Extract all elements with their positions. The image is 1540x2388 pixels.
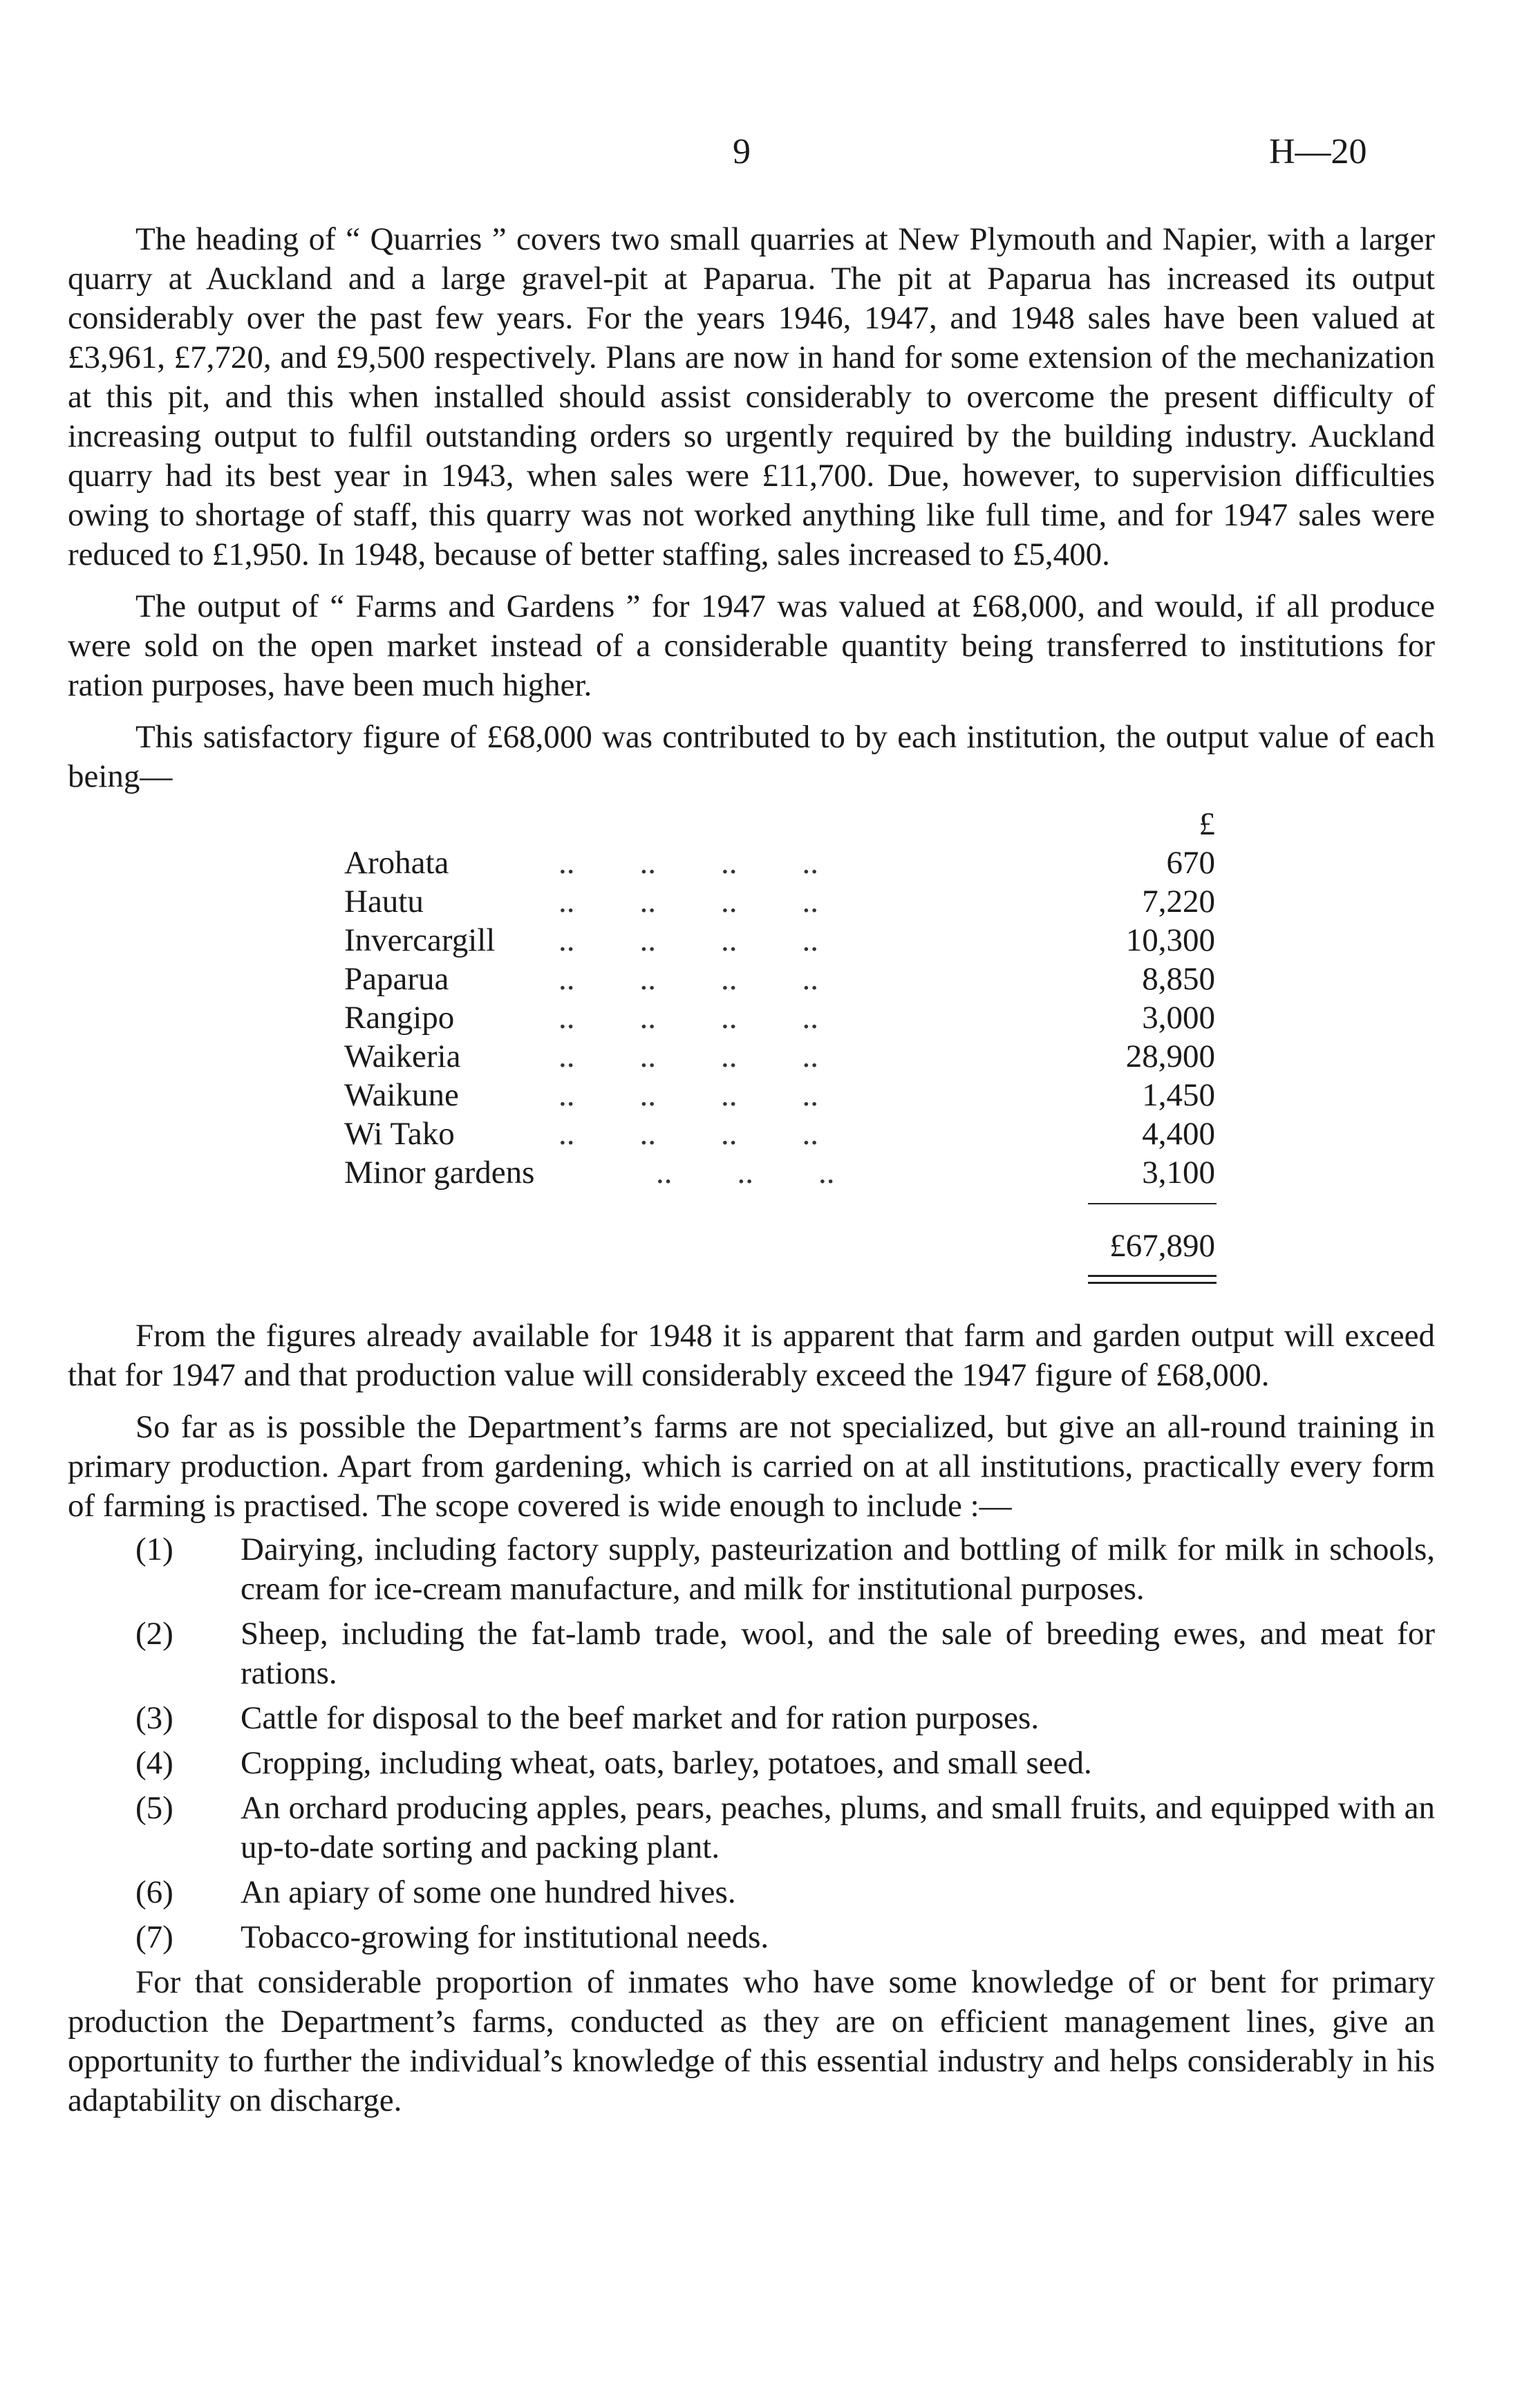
list-text: An orchard producing apples, pears, peaches, plums, and small fruits, and equipped with an up-to-date sorting and packing plant. (241, 1790, 1435, 1865)
scope-list (68, 1530, 1435, 1957)
paragraph-1948-figures: From the figures already available for 1948 it is apparent that farm and garden output will exceed that for 1947 and that production value will considerably exceed the 1947 figure of £68,000. (68, 1318, 1435, 1393)
list-number: (1) (135, 1531, 173, 1567)
institution-name: Waikeria (344, 1038, 461, 1074)
list-number: (7) (135, 1919, 173, 1955)
output-value: 3,000 (1142, 1000, 1215, 1036)
paragraph-institution-contribution: This satisfactory figure of £68,000 was contributed to by each institution, the output value of each being— (68, 719, 1435, 794)
list-text: Sheep, including the fat-lamb trade, wool, and the sale of breeding ewes, and meat for rations. (241, 1616, 1435, 1691)
list-item (68, 1789, 1435, 1867)
page-header (0, 131, 1540, 180)
institution-name: Invercargill (344, 922, 496, 958)
institution-name: Waikune (344, 1077, 459, 1113)
page-number: 9 (733, 132, 751, 171)
output-value: 7,220 (1142, 884, 1215, 920)
leader-dots: .. .. .. .. (558, 1038, 818, 1074)
output-value: 3,100 (1142, 1155, 1215, 1191)
table-row (344, 960, 1215, 998)
list-item (68, 1530, 1435, 1609)
list-number: (4) (135, 1745, 173, 1781)
table-row (344, 1037, 1215, 1076)
table-row (344, 843, 1215, 882)
list-item (68, 1699, 1435, 1738)
list-item (68, 1873, 1435, 1912)
double-rule-bottom (1088, 1282, 1217, 1284)
list-text: An apiary of some one hundred hives. (241, 1874, 736, 1910)
report-code: H—20 (1269, 132, 1367, 171)
table-row (344, 1153, 1215, 1192)
leader-dots: .. .. .. .. (558, 1000, 818, 1036)
leader-dots: .. .. .. .. (558, 1077, 818, 1113)
institution-name: Paparua (344, 961, 449, 997)
paragraph-scope: So far as is possible the Department’s farms are not specialized, but give an all-round training in primary production. Apart from gardening, which is carried on at all institutions, practically every form of farming is practised. The scope covered is wide enough to include :— (68, 1409, 1435, 1524)
list-item (68, 1744, 1435, 1783)
institution-name: Arohata (344, 845, 449, 881)
double-rule-top (1088, 1275, 1217, 1277)
list-text: Cropping, including wheat, oats, barley, potatoes, and small seed. (241, 1745, 1092, 1781)
paragraph-farms-gardens: The output of “ Farms and Gardens ” for 1947 was valued at £68,000, and would, if all produce were sold on the open market instead of a considerable quantity being transferred to institutions for ration purposes, have been much higher. (68, 588, 1435, 703)
output-value: 1,450 (1142, 1077, 1215, 1113)
list-item (68, 1614, 1435, 1693)
paragraph-quarries: The heading of “ Quarries ” covers two small quarries at New Plymouth and Napier, with a larger quarry at Auckland and a large gravel-pit at Paparua. The pit at Paparua has increased its output considerably over the past few years. For the years 1946, 1947, and 1948 sales have been valued at £3,961, £7,720, and £9,500 respectively. Plans are now in hand for some extension of the mechanization at this pit, and this when installed should assist considerably to overcome the present difficulty of increasing output to fulfil outstanding orders so urgently required by the building industry. Auckland quarry had its best year in 1943, when sales were £11,700. Due, however, to supervision difficulties owing to shortage of staff, this quarry was not worked anything like full time, and for 1947 sales were reduced to £1,950. In 1948, because of better staffing, sales increased to £5,400. (68, 221, 1435, 572)
leader-dots: .. .. .. .. (558, 922, 818, 958)
leader-dots: .. .. .. .. (558, 884, 818, 920)
list-number: (6) (135, 1874, 173, 1910)
content-after-table (68, 1316, 1435, 2120)
list-number: (2) (135, 1616, 173, 1652)
document-body (68, 220, 1435, 2133)
output-value: 4,400 (1142, 1116, 1215, 1152)
list-number: (3) (135, 1700, 173, 1736)
table-row (344, 1076, 1215, 1114)
leader-dots: .. .. .. (558, 1155, 835, 1191)
institution-name: Hautu (344, 884, 424, 920)
output-value: 28,900 (1125, 1038, 1215, 1074)
table-row (344, 1114, 1215, 1153)
output-value: 8,850 (1142, 961, 1215, 997)
output-table (68, 805, 1435, 1413)
currency-unit: £ (1199, 806, 1215, 842)
output-value: 670 (1166, 845, 1215, 881)
output-value: 10,300 (1125, 922, 1215, 958)
list-number: (5) (135, 1790, 173, 1826)
list-item (68, 1918, 1435, 1957)
list-text: Tobacco-growing for institutional needs. (241, 1919, 769, 1955)
leader-dots: .. .. .. .. (558, 1116, 818, 1152)
list-text: Dairying, including factory supply, pasteurization and bottling of milk for milk in schools, cream for ice-cream manufacture, and milk for institutional purposes. (241, 1531, 1435, 1607)
leader-dots: .. .. .. .. (558, 961, 818, 997)
table-row (344, 882, 1215, 921)
total-value: £67,890 (1109, 1228, 1215, 1264)
subtotal-rule (1088, 1203, 1217, 1204)
list-text: Cattle for disposal to the beef market and for ration purposes. (241, 1700, 1040, 1736)
table-row (344, 998, 1215, 1037)
paragraph-inmates: For that considerable proportion of inmates who have some knowledge of or bent for primary production the Department’s farms, conducted as they are on efficient management lines, give an opportunity to further the individual’s knowledge of this essential industry and helps considerably in his adaptability on discharge. (68, 1964, 1435, 2118)
institution-name: Rangipo (344, 1000, 455, 1036)
table-row (344, 921, 1215, 960)
institution-name: Wi Tako (344, 1116, 455, 1152)
institution-name: Minor gardens (344, 1155, 535, 1191)
leader-dots: .. .. .. .. (558, 845, 818, 881)
